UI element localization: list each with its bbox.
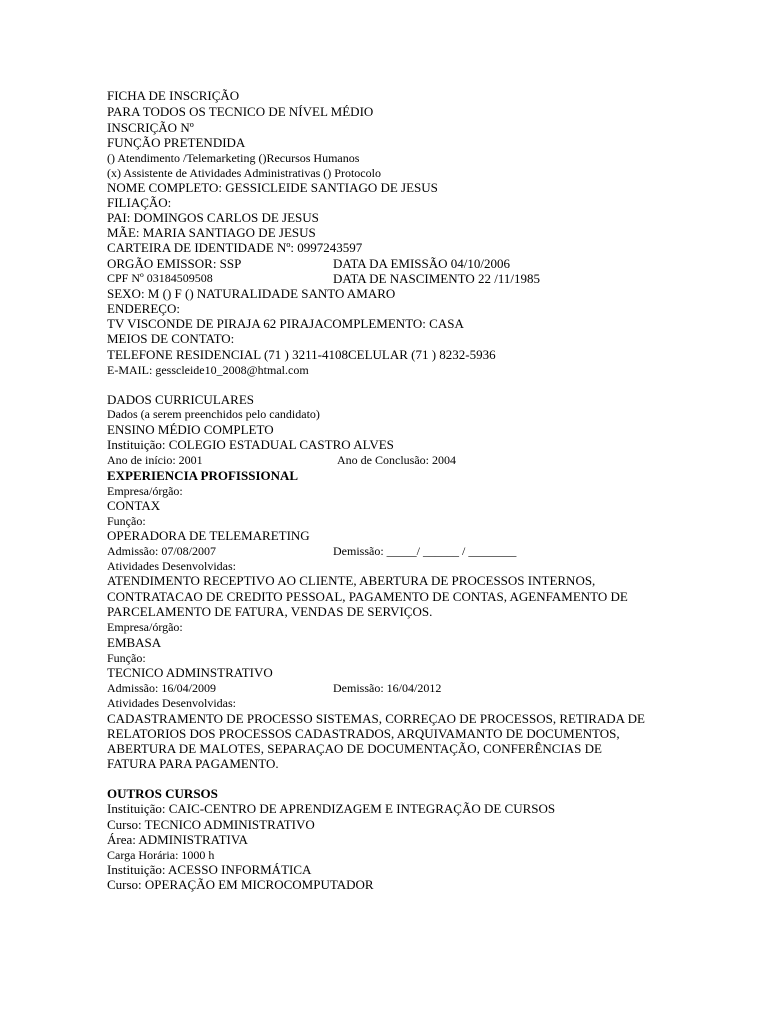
meios-contato-label: MEIOS DE CONTATO: xyxy=(107,331,235,346)
telefone: TELEFONE RESIDENCIAL (71 ) 3211-4108CELULAR (71 ) 8232-5936 xyxy=(107,347,496,362)
atividades-label-1: Atividades Desenvolvidas: xyxy=(107,559,236,573)
curso-carga-1: Carga Horária: 1000 h xyxy=(107,848,215,862)
empresa-1: CONTAX xyxy=(107,498,161,513)
atividades-2-line-3: ABERTURA DE MALOTES, SEPARAÇAO DE DOCUMENTAÇÃO, CONFERÊNCIAS DE xyxy=(107,741,602,756)
curso-nome-1: Curso: TECNICO ADMINISTRATIVO xyxy=(107,817,315,832)
inscricao-number: INSCRIÇÃO Nº xyxy=(107,120,194,135)
instituicao-ensino: Instituição: COLEGIO ESTADUAL CASTRO ALVES xyxy=(107,437,394,452)
orgao-emissor: ORGÃO EMISSOR: SSP xyxy=(107,256,242,271)
funcao-2: TECNICO ADMINSTRATIVO xyxy=(107,665,273,680)
data-nascimento: DATA DE NASCIMENTO 22 /11/1985 xyxy=(333,271,540,286)
empresa-label-1: Empresa/órgão: xyxy=(107,484,183,498)
curso-nome-2: Curso: OPERAÇÃO EM MICROCOMPUTADOR xyxy=(107,877,374,892)
atividades-2-line-2: RELATORIOS DOS PROCESSOS CADASTRADOS, ARQUIVAMANTO DE DOCUMENTOS, xyxy=(107,726,620,741)
demissao-2: Demissão: 16/04/2012 xyxy=(333,681,442,695)
pai: PAI: DOMINGOS CARLOS DE JESUS xyxy=(107,210,319,225)
form-title: FICHA DE INSCRIÇÃO xyxy=(107,88,240,103)
funcao-pretendida: FUNÇÃO PRETENDIDA xyxy=(107,135,246,150)
atividades-1-line-1: ATENDIMENTO RECEPTIVO AO CLIENTE, ABERTURA DE PROCESSOS INTERNOS, xyxy=(107,573,596,588)
curso-area-1: Área: ADMINISTRATIVA xyxy=(107,832,248,847)
atividades-1-line-2: CONTRATACAO DE CREDITO PESSOAL, PAGAMENTO DE CONTAS, AGENFAMENTO DE xyxy=(107,589,628,604)
curso-instituicao-1: Instituição: CAIC-CENTRO DE APRENDIZAGEM E INTEGRAÇÃO DE CURSOS xyxy=(107,801,556,816)
email: E-MAIL: gesscleide10_2008@htmal.com xyxy=(107,363,309,377)
endereco: TV VISCONDE DE PIRAJA 62 PIRAJACOMPLEMENTO: CASA xyxy=(107,316,464,331)
funcao-label-1: Função: xyxy=(107,514,146,528)
funcao-option-1: () Atendimento /Telemarketing ()Recursos Humanos xyxy=(107,151,360,165)
mae: MÃE: MARIA SANTIAGO DE JESUS xyxy=(107,225,316,240)
funcao-option-2: (x) Assistente de Atividades Administrativas () Protocolo xyxy=(107,166,381,180)
ano-conclusao: Ano de Conclusão: 2004 xyxy=(337,453,456,467)
empresa-label-2: Empresa/órgão: xyxy=(107,620,183,634)
admissao-1: Admissão: 07/08/2007 xyxy=(107,544,217,558)
dados-curriculares-title: DADOS CURRICULARES xyxy=(107,392,254,407)
atividades-2-line-1: CADASTRAMENTO DE PROCESSO SISTEMAS, CORREÇAO DE PROCESSOS, RETIRADA DE xyxy=(107,711,645,726)
nome-completo: NOME COMPLETO: GESSICLEIDE SANTIAGO DE JESUS xyxy=(107,180,438,195)
atividades-label-2: Atividades Desenvolvidas: xyxy=(107,696,236,710)
ano-inicio: Ano de início: 2001 xyxy=(107,453,203,467)
atividades-2-line-4: FATURA PARA PAGAMENTO. xyxy=(107,756,279,771)
sexo-naturalidade: SEXO: M () F () NATURALIDADE SANTO AMARO xyxy=(107,286,396,301)
ensino-medio: ENSINO MÉDIO COMPLETO xyxy=(107,422,274,437)
filiacao-label: FILIAÇÃO: xyxy=(107,195,172,210)
experiencia-title: EXPERIENCIA PROFISSIONAL xyxy=(107,468,299,483)
funcao-1: OPERADORA DE TELEMARETING xyxy=(107,528,310,543)
admissao-2: Admissão: 16/04/2009 xyxy=(107,681,217,695)
cpf: CPF Nº 03184509508 xyxy=(107,271,213,285)
carteira-identidade: CARTEIRA DE IDENTIDADE Nº: 0997243597 xyxy=(107,240,363,255)
endereco-label: ENDEREÇO: xyxy=(107,301,180,316)
funcao-label-2: Função: xyxy=(107,651,146,665)
curso-instituicao-2: Instituição: ACESSO INFORMÁTICA xyxy=(107,862,312,877)
demissao-1: Demissão: _____/ ______ / ________ xyxy=(333,544,517,558)
outros-cursos-title: OUTROS CURSOS xyxy=(107,786,218,801)
dados-nota: Dados (a serem preenchidos pelo candidato) xyxy=(107,407,320,421)
form-subtitle: PARA TODOS OS TECNICO DE NÍVEL MÉDIO xyxy=(107,104,374,119)
atividades-1-line-3: PARCELAMENTO DE FATURA, VENDAS DE SERVIÇOS. xyxy=(107,604,433,619)
empresa-2: EMBASA xyxy=(107,635,162,650)
data-emissao: DATA DA EMISSÃO 04/10/2006 xyxy=(333,256,511,271)
